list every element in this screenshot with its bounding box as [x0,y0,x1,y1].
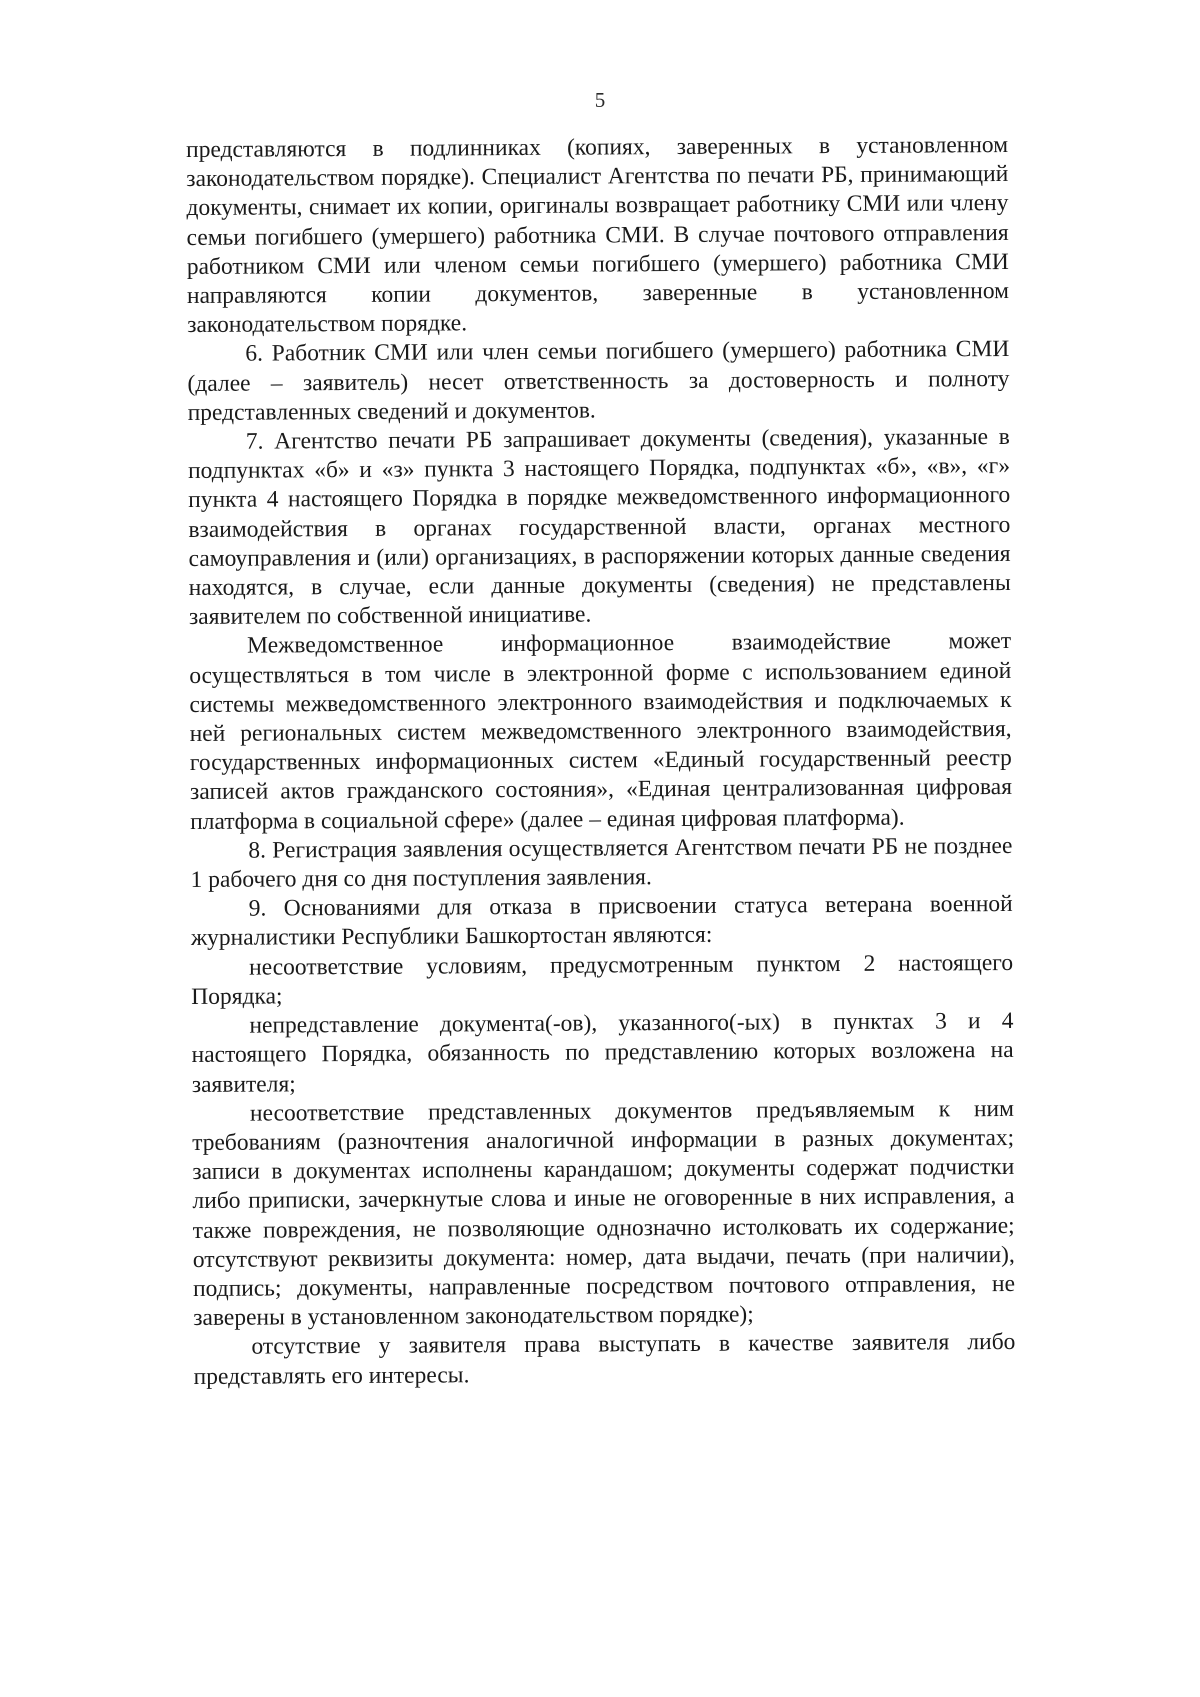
document-body [186,131,1016,1392]
refusal-ground-document-requirements: несоответствие представленных документов предъявляемым к ним требованиям (разночтения аналогичной информации в разных документах; записи в документах исполнены карандашом; документы содержат подчистки либо приписки, зачеркнутые слова и иные не оговоренные в них исправления, а также повреждения, не позволяющие однозначно истолковать их содержание; отсутствуют реквизиты документа: номер, дата выдачи, печать (при наличии), подпись; документы, направленные посредством почтового отправления, не заверены в установленном законодательством порядке); [192,1095,1016,1332]
paragraph-continuation: представляются в подлинниках (копиях, заверенных в установленном законодательством порядке). Специалист Агентства по печати РБ, принимающий документы, снимает их копии, оригиналы возвращает работнику СМИ или члену семьи погибшего (умершего) работника СМИ. В случае почтового отправления работником СМИ или членом семьи погибшего (умершего) работника СМИ направляются копии документов, заверенные в установленном законодательством порядке. [186,131,1010,339]
paragraph-item-8: 8. Регистрация заявления осуществляется Агентством печати РБ не позднее 1 рабочего дня со дня поступления заявления. [190,832,1013,894]
paragraph-interagency-interaction: Межведомственное информационное взаимодействие может осуществляться в том числе в электронной форме с использованием единой системы межведомственного электронного взаимодействия и подключаемых к ней региональных систем межведомственного электронного взаимодействия, государственных информационных систем «Единый государственный реестр записей актов гражданского состояния», «Единая централизованная цифровая платформа в социальной сфере» (далее – единая цифровая платформа). [189,628,1013,835]
page-number: 5 [594,88,606,112]
paragraph-item-7: 7. Агентство печати РБ запрашивает документы (сведения), указанные в подпунктах «б» и «з» пункта 3 настоящего Порядка, подпунктах «б», «в», «г» пункта 4 настоящего Порядка в порядке межведомственного информационного взаимодействия в органах государственной власти, органах местного самоуправления и (или) организациях, в распоряжении которых данные сведения находятся, в случае, если данные документы (сведения) не представлены заявителем по собственной инициативе. [187,424,1011,631]
refusal-ground-conditions: несоответствие условиям, предусмотренным пунктом 2 настоящего Порядка; [191,949,1014,1010]
refusal-ground-no-right: отсутствие у заявителя права выступать в качестве заявителя либо представлять его интересы. [193,1329,1016,1390]
refusal-ground-missing-documents: непредставление документа(-ов), указанного(-ых) в пунктах 3 и 4 настоящего Порядка, обязанность по представлению которых возложена на заявителя; [191,1008,1014,1098]
paragraph-item-9: 9. Основаниями для отказа в присвоении статуса ветерана военной журналистики Республики Башкортостан являются: [190,891,1013,952]
paragraph-item-6: 6. Работник СМИ или член семьи погибшего (умершего) работника СМИ (далее – заявитель) несет ответственность за достоверность и полноту представленных сведений и документов. [187,336,1010,426]
